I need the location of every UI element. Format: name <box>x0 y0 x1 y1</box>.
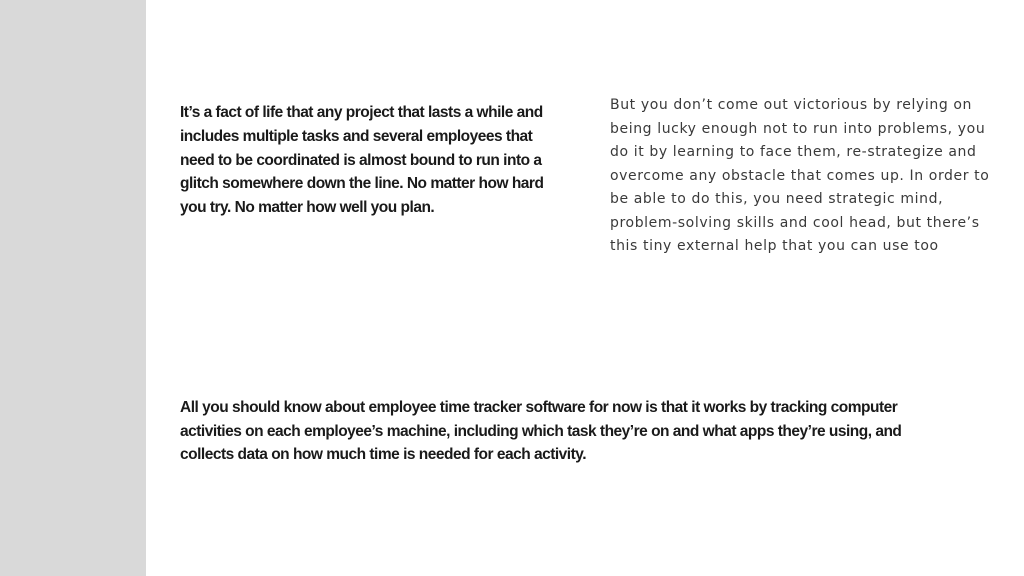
body-paragraph: But you don’t come out victorious by relying on being lucky enough not to run into problems, you do it by learning to face them, re-strategize and overcome any obstacle that comes up. In order to be able to do this, you need strategic mind, problem-solving skills and cool head, but there’s this tiny external help that you can use too <box>610 97 990 254</box>
intro-paragraph: It’s a fact of life that any project that lasts a while and includes multiple tasks and several employees that need to be coordinated is almost bound to run into a glitch somewhere down the line. No matter how hard you try. No matter how well you plan. <box>180 104 544 217</box>
summary-paragraph: All you should know about employee time tracker software for now is that it works by tracking computer activities on each employee’s machine, including which task they’re on and what apps they’re using, and collects data on how much time is needed for each activity. <box>180 399 902 463</box>
side-panel <box>0 0 146 576</box>
